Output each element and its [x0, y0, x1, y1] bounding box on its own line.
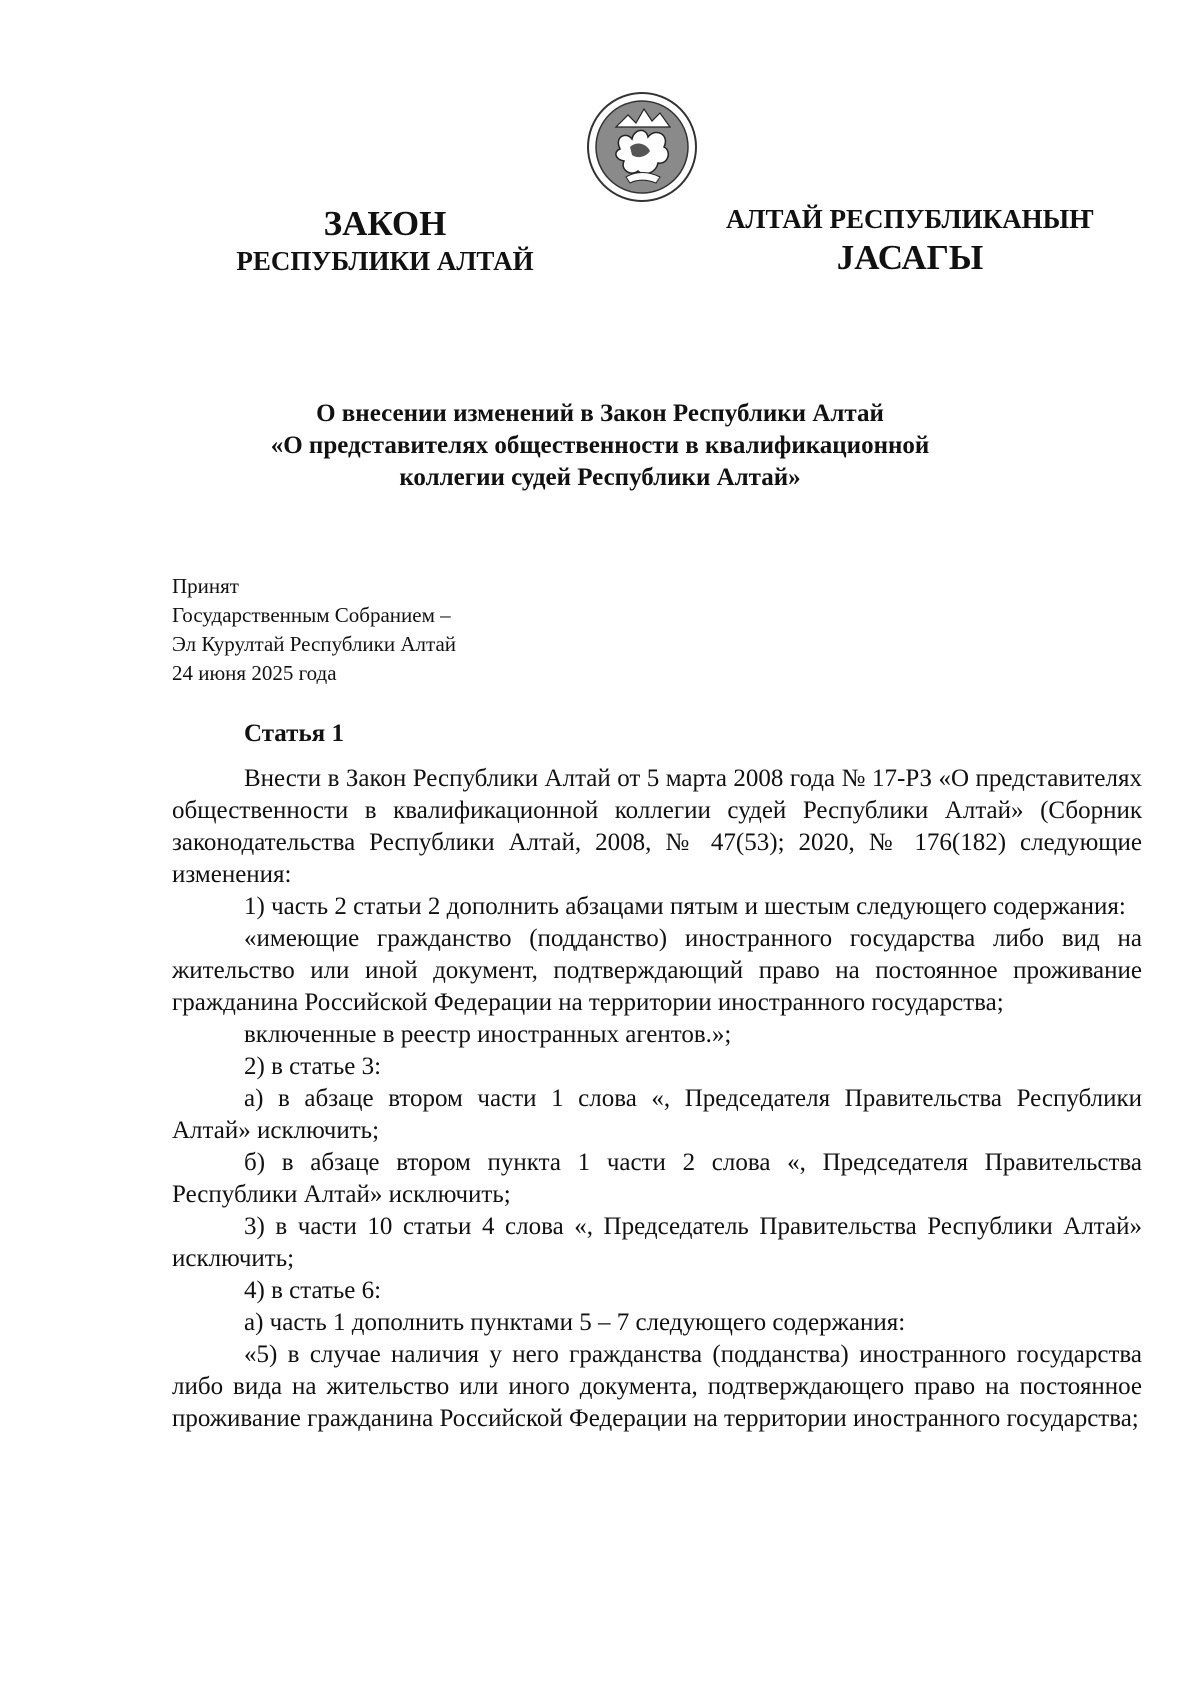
adoption-line: Государственным Собранием – — [172, 603, 451, 627]
document-title — [150, 398, 1050, 494]
republic-label-altai: АЛТАЙ РЕСПУБЛИКАНЫҤ — [725, 204, 1095, 234]
republic-label: РЕСПУБЛИКИ АЛТАЙ — [236, 246, 534, 276]
title-line: коллегии судей Республики Алтай» — [399, 464, 801, 491]
article-paragraph: 3) в части 10 статьи 4 слова «, Председатель Правительства Республики Алтай» исключить; — [172, 1213, 1142, 1272]
law-label: ЗАКОН — [323, 204, 447, 243]
article-paragraph: б) в абзаце втором пункта 1 части 2 слова «, Председателя Правительства Республики Алтай» исключить; — [172, 1149, 1142, 1208]
article-paragraph: 4) в статье 6: — [244, 1277, 382, 1304]
title-line: «О представителях общественности в квалификационной — [270, 432, 930, 459]
adoption-line: Эл Курултай Республики Алтай — [172, 632, 457, 656]
article-paragraph: Внести в Закон Республики Алтай от 5 марта 2008 года № 17-РЗ «О представителях общественности в квалификационной коллегии судей Республики Алтай» (Сборник законодательства Республики Алтай, 2008, № 47(53); 2020, № 176(182) следующие изменения: — [172, 765, 1142, 888]
header-left — [190, 203, 580, 277]
article-paragraph: а) часть 1 дополнить пунктами 5 – 7 следующего содержания: — [244, 1309, 906, 1336]
article-paragraph: 1) часть 2 статьи 2 дополнить абзацами пятым и шестым следующего содержания: — [244, 893, 1126, 920]
title-line: О внесении изменений в Закон Республики Алтай — [316, 400, 884, 427]
article-paragraph: «имеющие гражданство (подданство) иностранного государства либо вид на жительство или иной документ, подтверждающий право на постоянное проживание гражданина Российской Федерации на территории иностранного государства; — [172, 925, 1142, 1016]
article-paragraph: включенные в реестр иностранных агентов.»; — [244, 1021, 732, 1048]
article-paragraph: а) в абзаце втором части 1 слова «, Председателя Правительства Республики Алтай» исключить; — [172, 1085, 1142, 1144]
article-paragraph: 2) в статье 3: — [244, 1053, 382, 1080]
adoption-line: Принят — [172, 574, 239, 598]
altai-coat-of-arms-icon — [586, 91, 698, 203]
article-body — [172, 763, 1142, 1435]
header-right — [710, 203, 1110, 279]
article-paragraph: «5) в случае наличия у него гражданства (подданства) иностранного государства либо вида на жительство или иного документа, подтверждающего право на постоянное проживание гражданина Российской Федерации на территории иностранного государства; — [172, 1341, 1142, 1432]
adoption-date: 24 июня 2025 года — [172, 661, 337, 685]
law-label-altai: JАСАГЫ — [836, 238, 984, 278]
article-title: Статья 1 — [244, 720, 344, 747]
adoption-block — [172, 572, 772, 688]
